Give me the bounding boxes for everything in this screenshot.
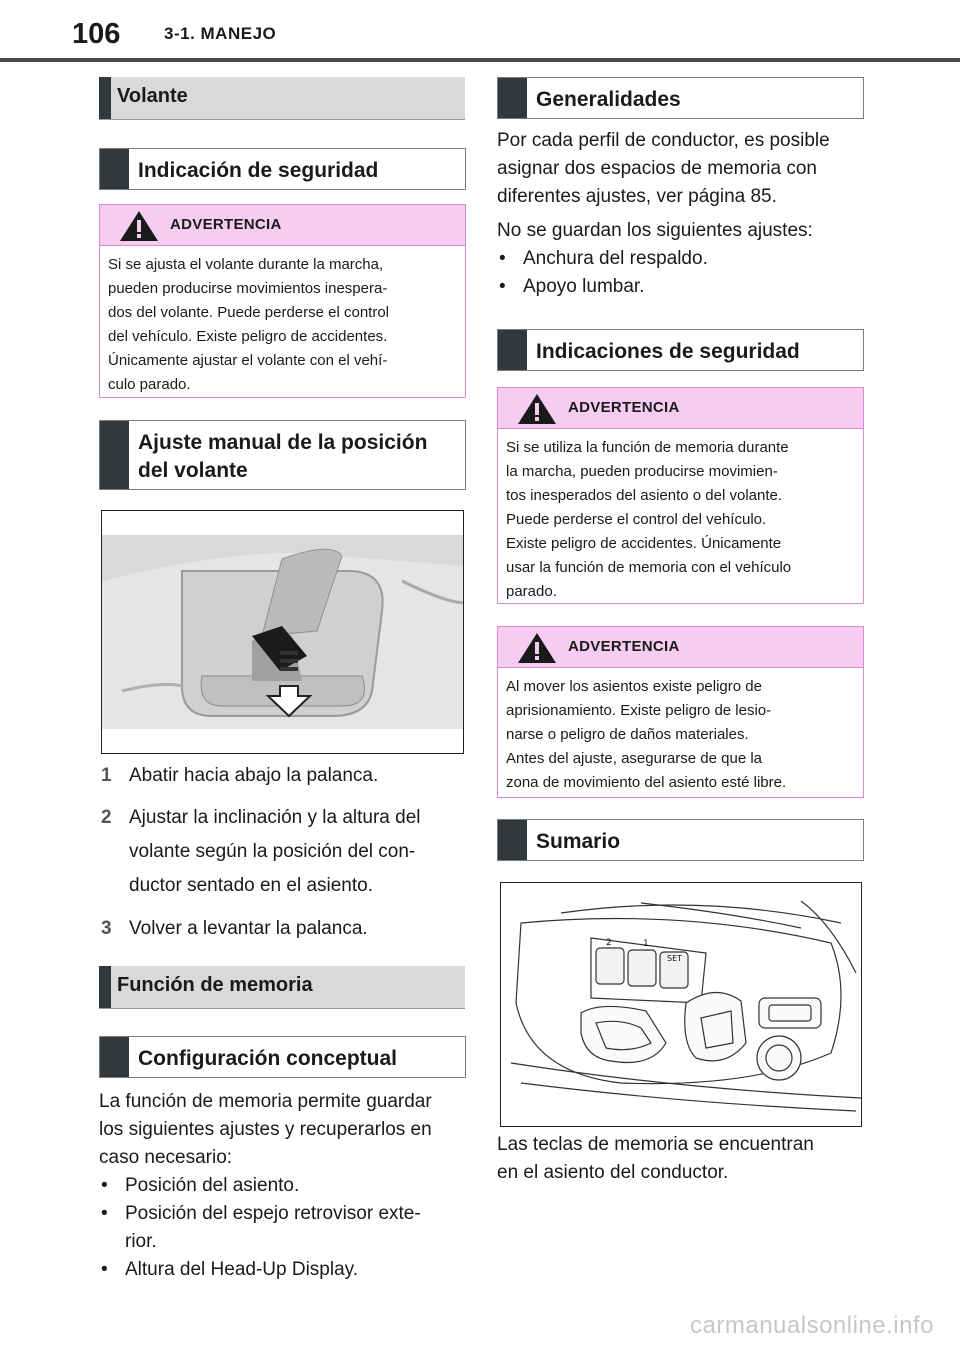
steering-lever-illustration [101,510,464,754]
heading-ajuste-manual [99,420,466,490]
banner-volante [99,77,465,120]
heading-indicacion-seguridad [99,148,466,190]
steps-list: 1 Abatir hacia abajo la palanca. 2 Ajustar la inclinación y la altura del volante según la posición del con- ductor sentado en el asiento. 3 Volver a levantar la palanca. [101,760,466,944]
section-label: 3-1. MANEJO [164,24,277,43]
seat-memory-buttons-drawing [501,883,861,1126]
seat-controls-illustration [500,882,862,1127]
warning-triangle-icon [118,209,160,243]
warning-box-aprisionamiento [497,626,864,798]
warning-label: ADVERTENCIA [170,216,282,233]
step-number: 2 [101,807,112,828]
banner-funcion-memoria [99,966,465,1009]
list-item: • Posición del asiento. [99,1172,469,1200]
heading-indicaciones-text: Indicaciones de seguridad [536,340,800,363]
memory-key-2-label: 2 [606,938,612,948]
step-1: 1 Abatir hacia abajo la palanca. [101,760,466,791]
heading-indicacion-seguridad-text: Indicación de seguridad [138,159,379,182]
banner-funcion-memoria-title: Función de memoria [117,974,313,996]
heading-sumario-text: Sumario [536,830,621,853]
list-item: • Anchura del respaldo. [497,245,867,273]
heading-configuracion-conceptual [99,1036,466,1078]
banner-volante-title: Volante [117,85,188,107]
warning-triangle-icon [516,631,558,665]
memory-key-1-label: 1 [643,939,649,949]
header-rule [0,58,960,62]
warning-text: Al mover los asientos existe peligro de aprisionamiento. Existe peligro de lesio- narse o peligro de daños materiales. Antes del ajuste, asegurarse de que la zona de movimiento del asiento esté libre. [506,678,787,791]
warning-box-volante [99,204,466,398]
warning-label: ADVERTENCIA [568,399,680,416]
list-item: • Altura del Head-Up Display. [99,1256,469,1284]
heading-generalidades-text: Generalidades [536,88,681,111]
warning-box-memoria-marcha [497,387,864,604]
step-number: 3 [101,918,112,939]
heading-indicaciones-seguridad [497,329,864,371]
memory-key-set-label: SET [667,954,683,963]
list-item: • Posición del espejo retrovisor exte- [99,1200,469,1228]
page-number: 106 [72,18,121,50]
warning-text: Si se utiliza la función de memoria durante la marcha, pueden producirse movimien- tos inesperados del asiento o del volante. Puede perderse el control del vehículo. Existe peligro de accidentes. Únicamente usar la función de memoria con el vehículo parado. [506,439,792,600]
warning-label: ADVERTENCIA [568,638,680,655]
step-number: 1 [101,765,112,786]
heading-sumario [497,819,864,861]
generalidades-text: Por cada perfil de conductor, es posible asignar dos espacios de memoria con diferentes ajustes, ver página 85. No se guardan los siguientes ajustes: • Anchura del respaldo. • Apoyo lumbar. [497,127,867,301]
memoria-intro: La función de memoria permite guardar los siguientes ajustes y recuperarlos en caso necesario: • Posición del asiento. • Posición del espejo retrovisor exte- rior. • Altura del Head-Up Display. [99,1088,469,1284]
watermark: carmanualsonline.info [690,1312,934,1339]
heading-configuracion-text: Configuración conceptual [138,1047,398,1070]
list-item: • Apoyo lumbar. [497,273,867,301]
sumario-caption: Las teclas de memoria se encuentran en el asiento del conductor. [497,1134,814,1183]
warning-triangle-icon [516,392,558,426]
warning-text: Si se ajusta el volante durante la marcha, pueden producirse movimientos inespera- dos del volante. Puede perderse el control del vehículo. Existe peligro de accidentes. Únicamente ajustar el volante con el vehí- culo parado. [108,256,390,393]
steering-column-drawing [102,511,463,753]
step-2: 2 Ajustar la inclinación y la altura del [101,801,466,835]
heading-ajuste-manual-text: Ajuste manual de la posición del volante [138,431,428,482]
step-3: 3 Volver a levantar la palanca. [101,913,466,944]
heading-generalidades [497,77,864,119]
